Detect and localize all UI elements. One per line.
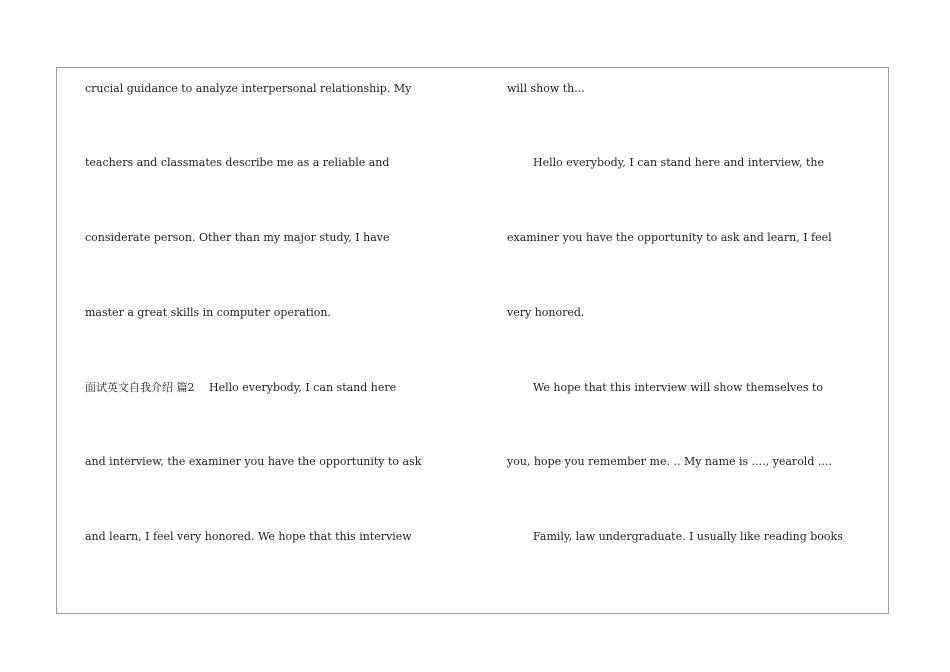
text-line: Family, law undergraduate. I usually like reading books — [533, 530, 843, 543]
text-line: and interview, the examiner you have the opportunity to ask — [85, 455, 422, 468]
text-line: examiner you have the opportunity to ask and learn, I feel — [507, 231, 832, 244]
text-line: 面试英文自我介绍 篇2 Hello everybody, I can stand here — [85, 381, 397, 394]
text-line: you, hope you remember me. .. My name is ...., yearold .... — [507, 455, 832, 468]
text-line: crucial guidance to analyze interpersonal relationship. My — [85, 82, 412, 95]
right-column — [507, 68, 887, 613]
text-line: We hope that this interview will show themselves to — [533, 381, 824, 394]
text-line: and learn, I feel very honored. We hope that this interview — [85, 530, 412, 543]
left-column — [85, 68, 477, 613]
text-line: teachers and classmates describe me as a reliable and — [85, 156, 390, 169]
text-line: Hello everybody, I can stand here and interview, the — [533, 156, 824, 169]
text-line: will show th... — [507, 82, 585, 95]
text-line: very honored. — [507, 306, 585, 319]
document-page — [56, 67, 889, 614]
text-line: considerate person. Other than my major study, I have — [85, 231, 390, 244]
text-line: master a great skills in computer operation. — [85, 306, 331, 319]
